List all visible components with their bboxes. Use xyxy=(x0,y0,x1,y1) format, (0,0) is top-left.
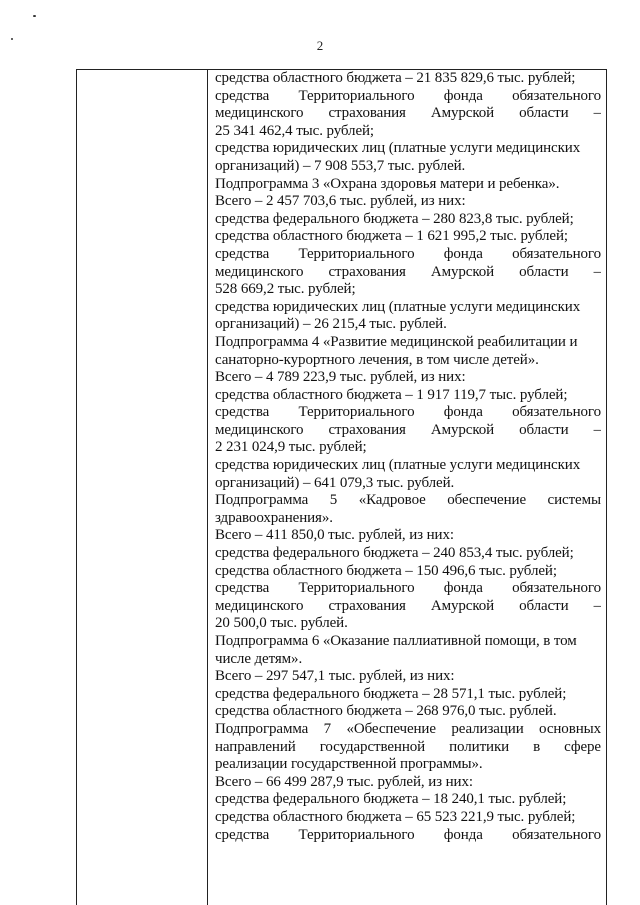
text-line xyxy=(215,598,601,616)
text-word: Территориального xyxy=(298,580,415,597)
text-word: области xyxy=(519,421,569,438)
text-line xyxy=(215,246,601,264)
text-word: Территориального xyxy=(298,87,415,104)
text-line: средства юридических лиц (платные услуги медицинских xyxy=(215,457,581,474)
text-line xyxy=(215,580,601,598)
text-word: «Обеспечение xyxy=(346,720,436,737)
text-line: средства федерального бюджета – 18 240,1 тыс. рублей; xyxy=(215,791,567,808)
text-line xyxy=(215,264,601,282)
text-word: Амурской xyxy=(430,105,495,122)
text-word: Подпрограмма xyxy=(215,492,309,509)
text-word: фонда xyxy=(443,404,483,421)
text-line: средства областного бюджета – 268 976,0 тыс. рублей. xyxy=(215,703,557,720)
text-line: санаторно-курортного лечения, в том числе детей». xyxy=(215,351,539,368)
text-word: фонда xyxy=(443,245,483,262)
text-word: направлений xyxy=(215,738,296,755)
text-line: средства областного бюджета – 1 621 995,2 тыс. рублей; xyxy=(215,228,568,245)
text-word: Амурской xyxy=(430,421,495,438)
text-word: Амурской xyxy=(430,597,495,614)
text-line: Подпрограмма 6 «Оказание паллиативной помощи, в том xyxy=(215,633,577,649)
text-word: Территориального xyxy=(298,404,415,421)
text-line: 25 341 462,4 тыс. рублей; xyxy=(215,122,374,139)
text-line: 20 500,0 тыс. рублей. xyxy=(215,615,348,632)
page-number: 2 xyxy=(316,38,324,53)
text-word: «Кадровое xyxy=(358,492,426,509)
text-word: системы xyxy=(547,492,601,509)
text-word: области xyxy=(519,263,569,280)
text-line xyxy=(215,739,601,757)
text-line: организаций) – 641 079,3 тыс. рублей. xyxy=(215,474,455,491)
text-line: Всего – 2 457 703,6 тыс. рублей, из них: xyxy=(215,193,466,210)
text-line xyxy=(215,422,601,440)
text-word: обеспечение xyxy=(447,492,526,509)
text-line: организаций) – 26 215,4 тыс. рублей. xyxy=(215,316,447,333)
text-line: средства федерального бюджета – 280 823,8 тыс. рублей; xyxy=(215,210,574,227)
text-line: числе детям». xyxy=(215,650,303,667)
text-word: реализации xyxy=(451,720,524,737)
table-content-column xyxy=(215,70,601,844)
text-line: средства областного бюджета – 150 496,6 тыс. рублей; xyxy=(215,562,557,579)
text-line xyxy=(215,105,601,123)
text-word: Территориального xyxy=(298,826,415,843)
funding-table xyxy=(76,69,607,905)
text-word: медицинского xyxy=(215,421,304,438)
text-line xyxy=(215,721,601,739)
text-word: – xyxy=(593,597,601,614)
text-word: фонда xyxy=(443,87,483,104)
text-word: обязательного xyxy=(512,404,601,421)
text-word: средства xyxy=(215,404,270,421)
text-line: здравоохранения». xyxy=(215,509,333,526)
text-word: средства xyxy=(215,826,270,843)
text-line: 2 231 024,9 тыс. рублей; xyxy=(215,439,367,456)
text-word: области xyxy=(519,105,569,122)
scan-speck xyxy=(33,15,36,17)
text-word: страхования xyxy=(328,421,406,438)
text-line: средства областного бюджета – 21 835 829,6 тыс. рублей; xyxy=(215,70,576,86)
text-word: основных xyxy=(539,720,601,737)
text-word: области xyxy=(519,597,569,614)
text-word: страхования xyxy=(328,597,406,614)
text-line xyxy=(215,492,601,510)
text-word: государственной xyxy=(319,738,426,755)
text-word: обязательного xyxy=(512,87,601,104)
text-word: Территориального xyxy=(298,245,415,262)
text-word: политики xyxy=(449,738,510,755)
text-line: средства юридических лиц (платные услуги медицинских xyxy=(215,298,581,315)
text-word: – xyxy=(593,105,601,122)
text-word: 5 xyxy=(329,492,338,509)
text-word: обязательного xyxy=(512,826,601,843)
text-word: медицинского xyxy=(215,105,304,122)
text-word: страхования xyxy=(328,105,406,122)
text-word: страхования xyxy=(328,263,406,280)
text-line: средства федерального бюджета – 28 571,1 тыс. рублей; xyxy=(215,685,567,702)
text-line: Всего – 66 499 287,9 тыс. рублей, из них: xyxy=(215,773,473,790)
text-line xyxy=(215,827,601,845)
text-line: Всего – 4 789 223,9 тыс. рублей, из них: xyxy=(215,369,466,386)
text-word: в xyxy=(533,738,541,755)
text-line: средства федерального бюджета – 240 853,4 тыс. рублей; xyxy=(215,545,574,562)
text-word: фонда xyxy=(443,580,483,597)
text-word: – xyxy=(593,263,601,280)
text-word: обязательного xyxy=(512,580,601,597)
text-word: средства xyxy=(215,580,270,597)
text-line: Всего – 411 850,0 тыс. рублей, из них: xyxy=(215,527,454,544)
text-line: Подпрограмма 4 «Развитие медицинской реабилитации и xyxy=(215,333,578,350)
text-word: средства xyxy=(215,87,270,104)
text-word: средства xyxy=(215,245,270,262)
text-word: Амурской xyxy=(430,263,495,280)
text-line: средства областного бюджета – 65 523 221,9 тыс. рублей; xyxy=(215,808,576,825)
text-word: медицинского xyxy=(215,263,304,280)
text-line xyxy=(215,404,601,422)
text-line: 528 669,2 тыс. рублей; xyxy=(215,281,356,298)
text-word: 7 xyxy=(323,720,332,737)
text-word: Подпрограмма xyxy=(215,720,309,737)
text-line: средства юридических лиц (платные услуги медицинских xyxy=(215,140,581,157)
text-line xyxy=(215,88,601,106)
text-word: – xyxy=(593,421,601,438)
text-line: Подпрограмма 3 «Охрана здоровья матери и ребенка». xyxy=(215,175,560,192)
text-word: сфере xyxy=(564,738,601,755)
text-line: средства областного бюджета – 1 917 119,7 тыс. рублей; xyxy=(215,386,568,403)
table-label-column xyxy=(77,70,208,905)
text-word: обязательного xyxy=(512,245,601,262)
text-line: Всего – 297 547,1 тыс. рублей, из них: xyxy=(215,668,455,685)
text-line: реализации государственной программы». xyxy=(215,756,483,773)
text-word: медицинского xyxy=(215,597,304,614)
text-line: организаций) – 7 908 553,7 тыс. рублей. xyxy=(215,157,466,174)
text-word: фонда xyxy=(443,826,483,843)
